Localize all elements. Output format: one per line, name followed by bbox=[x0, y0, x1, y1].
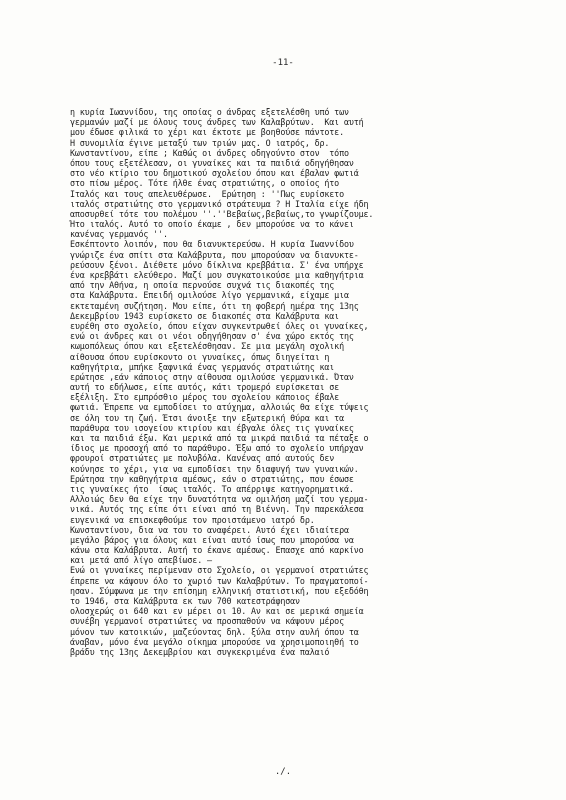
text-line: και μετά από λίγο απεβίωσε. – bbox=[70, 555, 212, 566]
text-line: φρουροί στρατιώτες με πολυβόλα. Κανένας από αυτούς δεν bbox=[70, 453, 335, 464]
text-line: παράθυρα του ισογείου κτιρίου και έβγαλε όλες τις γυναίκες bbox=[70, 422, 354, 433]
text-line: ίδιος με προσοχή από το παράθυρο. Έξω από το σχολείο υπήρχαν bbox=[70, 443, 364, 454]
text-line: Κωνσταντίνου, δια να του το αναφέρει. Αυτό έχει ιδιαίτερα bbox=[70, 524, 349, 535]
text-line: από την Αθήνα, η οποία περνούσε συχνά τις διακοπές της bbox=[70, 280, 335, 291]
text-line: Αλλοιώς δεν θα είχε την δυνατότητα να ομιλήση μαζί του γερμα- bbox=[70, 494, 369, 505]
text-line: εξέλιξη. Στο εμπρόσθιο μέρος του σχολείου κάποιος έβαλε bbox=[70, 392, 340, 403]
text-line: Κωνσταντίνου, είπε ; Καθώς οι άνδρες οδηγούντο στον τόπο bbox=[70, 147, 349, 158]
text-line: μόνον των κατοικιών, μαζεύοντας δηλ. ξύλα στην αυλή όπου τα bbox=[70, 626, 359, 637]
text-line: ιταλός στρατιώτης στο γερμανικό στράτευμα ? Η Ιταλία είχε ήδη bbox=[70, 198, 369, 209]
body-text bbox=[70, 107, 540, 657]
text-line: στο νέο κτίριο του δημοτικού σχολείου όπου και έβαλαν φωτιά bbox=[70, 168, 359, 179]
text-line: ευγενικά να επισκεφθούμε τον προιστάμενο ιατρό δρ. bbox=[70, 514, 315, 525]
text-line: ερώτησε ,εάν κάποιος στην αίθουσα ομιλούσε γερμανικά. Όταν bbox=[70, 371, 354, 382]
continuation-mark: ./. bbox=[274, 767, 292, 777]
text-line: Η συνομιλία έγινε μεταξύ των τριών μας. Ο ιατρός, δρ. bbox=[70, 137, 330, 148]
text-line: νικά. Αυτός της είπε ότι είναι από τη Βιέννη. Την παρεκάλεσα bbox=[70, 504, 364, 515]
text-line: ησαν. Σύμφωνα με την επίσημη ελληνική στατιστική, που εξεδόθη bbox=[70, 585, 369, 596]
text-line: άναβαν, μόνο ένα μεγάλο οίκημα μπορούσε να χρησιμοποιηθή το bbox=[70, 636, 359, 647]
text-line: ολοσχερώς οι 640 και εν μέρει οι 10. Αν και σε μερικά σημεία bbox=[70, 606, 364, 617]
text-line: μου έδωσε φιλικά το χέρι και έκτοτε με βοηθούσε πάντοτε. bbox=[70, 127, 344, 138]
text-line: κωμοπόλεως όπου και εξετελέσθησαν. Σε μια μεγάλη σχολική bbox=[70, 341, 344, 352]
text-line: αποσυρθεί τότε του πολέμου ''.''Βεβαίως,βεβαίως,το γνωρίζουμε. bbox=[70, 208, 374, 219]
text-line: στο πίσω μέρος. Τότε ήλθε ένας στρατιώτης, ο οποίος ήτο bbox=[70, 178, 340, 189]
text-line: τις γυναίκες ήτο ίσως ιταλός. Το απέρριψε κατηγορηματικά. bbox=[70, 483, 354, 494]
text-line: και τα παιδιά έξω. Και μερικά από τα μικρά παιδιά τα πέταξε ο bbox=[70, 433, 369, 443]
text-line: μεγάλο βάρος για όλους και είναι αυτό ίσως που μπορούσα να bbox=[70, 534, 354, 545]
text-line: εκτεταμένη συζήτηση. Μου είπε, ότι τη φοβερή ημέρα της 13ης bbox=[70, 300, 359, 311]
text-line: σε όλη του τη ζωή. Έτσι άνοιξε την εξωτερική θύρα και τα bbox=[70, 412, 344, 423]
text-line: όπου τους εξετέλεσαν, οι γυναίκες και τα παιδιά οδηγήθησαν bbox=[70, 157, 354, 168]
text-line: κάνω στα Καλάβρυτα. Αυτή το έκανε αμέσως. Επασχε από καρκίνο bbox=[70, 545, 364, 556]
text-line: το 1946, στα Καλάβρυτα εκ των 700 κατεστράφησαν bbox=[70, 596, 300, 606]
text-line: κούνησε το χέρι, για να εμποδίσει την διαφυγή των γυναικών. bbox=[70, 463, 359, 474]
text-line: συνέβη γερμανοί στρατιώτες να προσπαθούν να κάψουν μέρος bbox=[70, 616, 344, 627]
text-line: αυτή το εδήλωσε, είπε αυτός, κάτι τρομερό ευρίσκεται σε bbox=[70, 382, 340, 393]
text-line: ευρέθη στο σχολείο, όπου είχαν συγκεντρωθεί όλες οι γυναίκες, bbox=[70, 320, 369, 331]
text-line: γνώριζε ένα σπίτι στα Καλάβρυτα, που μπορούσαν να διανυκτε- bbox=[70, 249, 359, 260]
text-line: καθηγήτρια, μπήκε ξαφνικά ένας γερμανός στρατιώτης και bbox=[70, 361, 335, 372]
text-line: Ιταλός και τους απελευθέρωσε. Ερώτηση : ''Πως ευρίσκετο bbox=[70, 188, 344, 199]
text-line: Ήτο ιταλός. Αυτό το οποίο έκαμε , δεν μπορούσε να το κάνει bbox=[70, 219, 354, 230]
text-line: αίθουσα όπου ευρίσκοντο οι γυναίκες, όπως διηγείται η bbox=[70, 351, 330, 362]
text-line: ρεύσουν ξένοι. Διέθετε μόνο δίκλινα κρεββάτια. Σ' ένα υπήρχε bbox=[70, 259, 364, 270]
page-number: -11- bbox=[272, 58, 294, 68]
text-line: η κυρία Ιωαννίδου, της οποίας ο άνδρας εξετελέσθη υπό των bbox=[70, 107, 349, 117]
text-line: Εσκέπτοντο λοιπόν, που θα διανυκτερεύσω. Η κυρία Ιωαννίδου bbox=[70, 239, 354, 250]
text-line: ένα κρεββάτι ελεύθερο. Μαζί μου συγκατοικούσε μια καθηγήτρια bbox=[70, 270, 364, 280]
text-line: έπρεπε να κάψουν όλο το χωριό των Καλαβρύτων. Το πραγματοποί- bbox=[70, 575, 369, 586]
text-line: Ερώτησα την καθηγήτρια αμέσως, εάν ο στρατιώτης, που έσωσε bbox=[70, 473, 354, 484]
text-line: στα Καλάβρυτα. Επειδή ομιλούσε λίγο γερμανικά, είχαμε μια bbox=[70, 290, 349, 301]
text-line: ενώ οι άνδρες και οι νέοι οδηγήθησαν σ' ένα χώρο εκτός της bbox=[70, 331, 354, 342]
text-line: βράδυ της 13ης Δεκεμβρίου και συγκεκριμένα ένα παλαιό bbox=[70, 646, 330, 657]
text-line: Ενώ οι γυναίκες περίμεναν στο Σχολείο, οι γερμανοί στρατιώτες bbox=[70, 565, 369, 576]
text-line: φωτιά. Έπρεπε να εμποδίσει το ατύχημα, αλλοιώς θα είχε τύψεις bbox=[70, 402, 369, 413]
text-line: γερμανών μαζί με όλους τους άνδρες των Καλαβρύτων. Και αυτή bbox=[70, 117, 364, 128]
text-line: Δεκεμβρίου 1943 ευρίσκετο σε διακοπές στα Καλάβρυτα και bbox=[70, 310, 340, 321]
text-line: κανένας γερμανός ''. bbox=[70, 229, 168, 240]
